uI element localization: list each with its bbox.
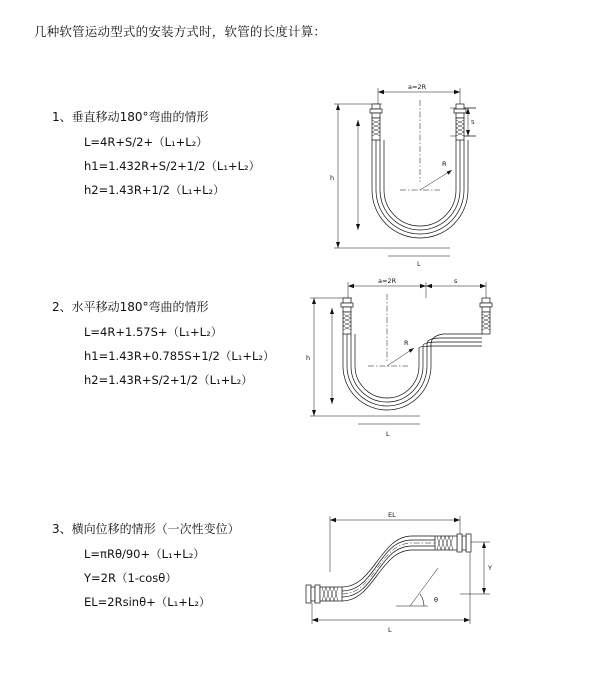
- flange-left-2: [341, 298, 353, 312]
- section-1-formula-3: h2=1.43R+1/2（L₁+L₂）: [84, 183, 225, 197]
- flange-left: [370, 104, 382, 118]
- svg-text:h: h: [306, 354, 311, 362]
- braid-right: [456, 118, 464, 140]
- braid-right-3: [435, 536, 457, 550]
- svg-text:S: S: [471, 120, 475, 126]
- section-2-formula-1: L=4R+1.57S+（L₁+L₂）: [84, 325, 223, 339]
- section-1-title: 1、垂直移动180°弯曲的情形: [52, 110, 209, 124]
- section-3-formula-1: L=πRθ/90+（L₁+L₂）: [84, 547, 205, 561]
- section-3-formula-2: Y=2R（1-cosθ）: [84, 571, 177, 585]
- section-1-formula-1: L=4R+S/2+（L₁+L₂）: [84, 135, 208, 149]
- section-2-title: 2、水平移动180°弯曲的情形: [52, 300, 209, 314]
- svg-text:R: R: [442, 160, 447, 168]
- svg-text:L: L: [417, 260, 421, 268]
- flange-right-3: [457, 534, 471, 552]
- svg-text:θ: θ: [434, 596, 438, 604]
- svg-text:a=2R: a=2R: [378, 277, 397, 285]
- svg-text:a=2R: a=2R: [408, 83, 427, 91]
- section-2-text: [52, 298, 312, 396]
- section-3-text: [52, 520, 312, 618]
- svg-text:EL: EL: [388, 511, 396, 519]
- section-2-formula-3: h2=1.43R+S/2+1/2（L₁+L₂）: [84, 373, 253, 387]
- flange-right: [454, 104, 466, 118]
- figure-lateral-offset: [288, 502, 518, 642]
- flange-left-3: [306, 585, 320, 603]
- braid-left: [372, 118, 380, 140]
- section-3-formula-3: EL=2Rsinθ+（L₁+L₂）: [84, 595, 211, 609]
- section-3-title: 3、横向位移的情形（一次性变位）: [52, 522, 240, 536]
- braid-left-2: [343, 312, 351, 334]
- page-title: 几种软管运动型式的安装方式时，软管的长度计算：: [34, 24, 327, 39]
- figure-horizontal-180-bend: [300, 266, 520, 446]
- braid-right-2: [482, 312, 490, 334]
- svg-text:Y: Y: [488, 564, 492, 572]
- section-1-text: [52, 108, 312, 206]
- svg-text:s: s: [454, 277, 458, 285]
- flange-right-2: [480, 298, 492, 312]
- braid-left-3: [320, 587, 342, 601]
- svg-text:L: L: [386, 430, 390, 438]
- svg-text:R: R: [404, 339, 409, 347]
- svg-text:h: h: [330, 174, 335, 182]
- figure-vertical-180-bend: [300, 70, 510, 280]
- section-1-formula-2: h1=1.432R+S/2+1/2（L₁+L₂）: [84, 159, 261, 173]
- section-2-formula-2: h1=1.43R+0.785S+1/2（L₁+L₂）: [84, 349, 275, 363]
- svg-text:L: L: [388, 626, 392, 634]
